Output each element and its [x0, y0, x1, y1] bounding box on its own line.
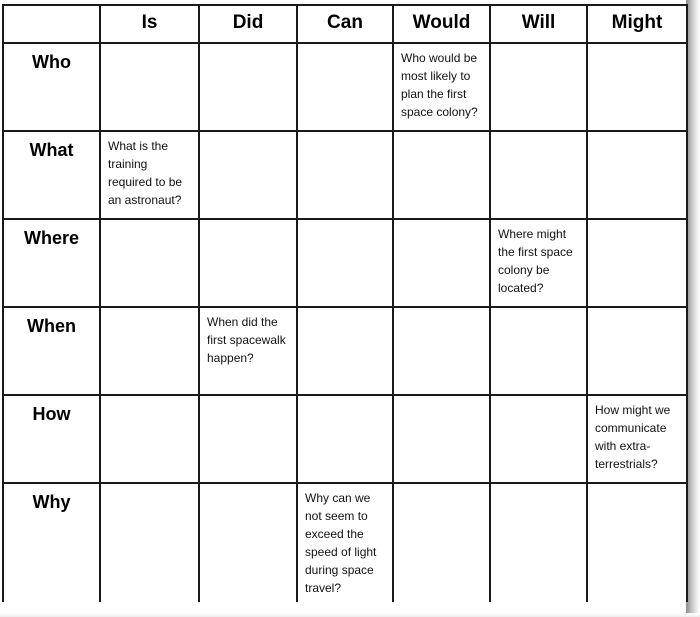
table-row-who: [3, 43, 687, 131]
cell-who-will: [490, 43, 587, 131]
header-would: Would: [393, 5, 490, 43]
cell-how-would: [393, 395, 490, 483]
table-row-how: [3, 395, 687, 483]
cell-what-would: [393, 131, 490, 219]
header-might: Might: [587, 5, 687, 43]
cell-how-might: How might we communicate with extra-terrestrials?: [587, 395, 687, 483]
cell-what-is: What is the training required to be an astronaut?: [100, 131, 199, 219]
header-can: Can: [297, 5, 393, 43]
row-label-why: Why: [3, 483, 100, 602]
cell-where-is: [100, 219, 199, 307]
row-label-how: How: [3, 395, 100, 483]
cell-when-is: [100, 307, 199, 395]
cell-how-is: [100, 395, 199, 483]
cell-what-will: [490, 131, 587, 219]
cell-where-would: [393, 219, 490, 307]
header-did: Did: [199, 5, 297, 43]
cell-why-did: [199, 483, 297, 602]
row-label-where: Where: [3, 219, 100, 307]
question-matrix-table: [2, 4, 688, 602]
cell-where-will: Where might the first space colony be located?: [490, 219, 587, 307]
cell-why-will: [490, 483, 587, 602]
page-shadow-bottom: [0, 613, 700, 617]
cell-what-did: [199, 131, 297, 219]
cell-where-might: [587, 219, 687, 307]
cell-when-did: When did the first spacewalk happen?: [199, 307, 297, 395]
cell-why-is: [100, 483, 199, 602]
header-row: [3, 5, 687, 43]
cell-when-will: [490, 307, 587, 395]
cell-who-can: [297, 43, 393, 131]
cell-why-would: [393, 483, 490, 602]
row-label-when: When: [3, 307, 100, 395]
cell-what-can: [297, 131, 393, 219]
cell-where-did: [199, 219, 297, 307]
cell-where-can: [297, 219, 393, 307]
cell-who-did: [199, 43, 297, 131]
page-shadow: [686, 0, 700, 617]
table-row-why: [3, 483, 687, 602]
cell-how-can: [297, 395, 393, 483]
cell-how-will: [490, 395, 587, 483]
cell-who-would: Who would be most likely to plan the first space colony?: [393, 43, 490, 131]
table-row-when: [3, 307, 687, 395]
table-row-where: [3, 219, 687, 307]
table-row-what: [3, 131, 687, 219]
cell-how-did: [199, 395, 297, 483]
header-corner-cell: [3, 5, 100, 43]
cell-who-is: [100, 43, 199, 131]
header-will: Will: [490, 5, 587, 43]
cell-when-can: [297, 307, 393, 395]
cell-when-would: [393, 307, 490, 395]
cell-what-might: [587, 131, 687, 219]
cell-who-might: [587, 43, 687, 131]
cell-why-can: Why can we not seem to exceed the speed of light during space travel?: [297, 483, 393, 602]
row-label-who: Who: [3, 43, 100, 131]
header-is: Is: [100, 5, 199, 43]
cell-when-might: [587, 307, 687, 395]
row-label-what: What: [3, 131, 100, 219]
cell-why-might: [587, 483, 687, 602]
